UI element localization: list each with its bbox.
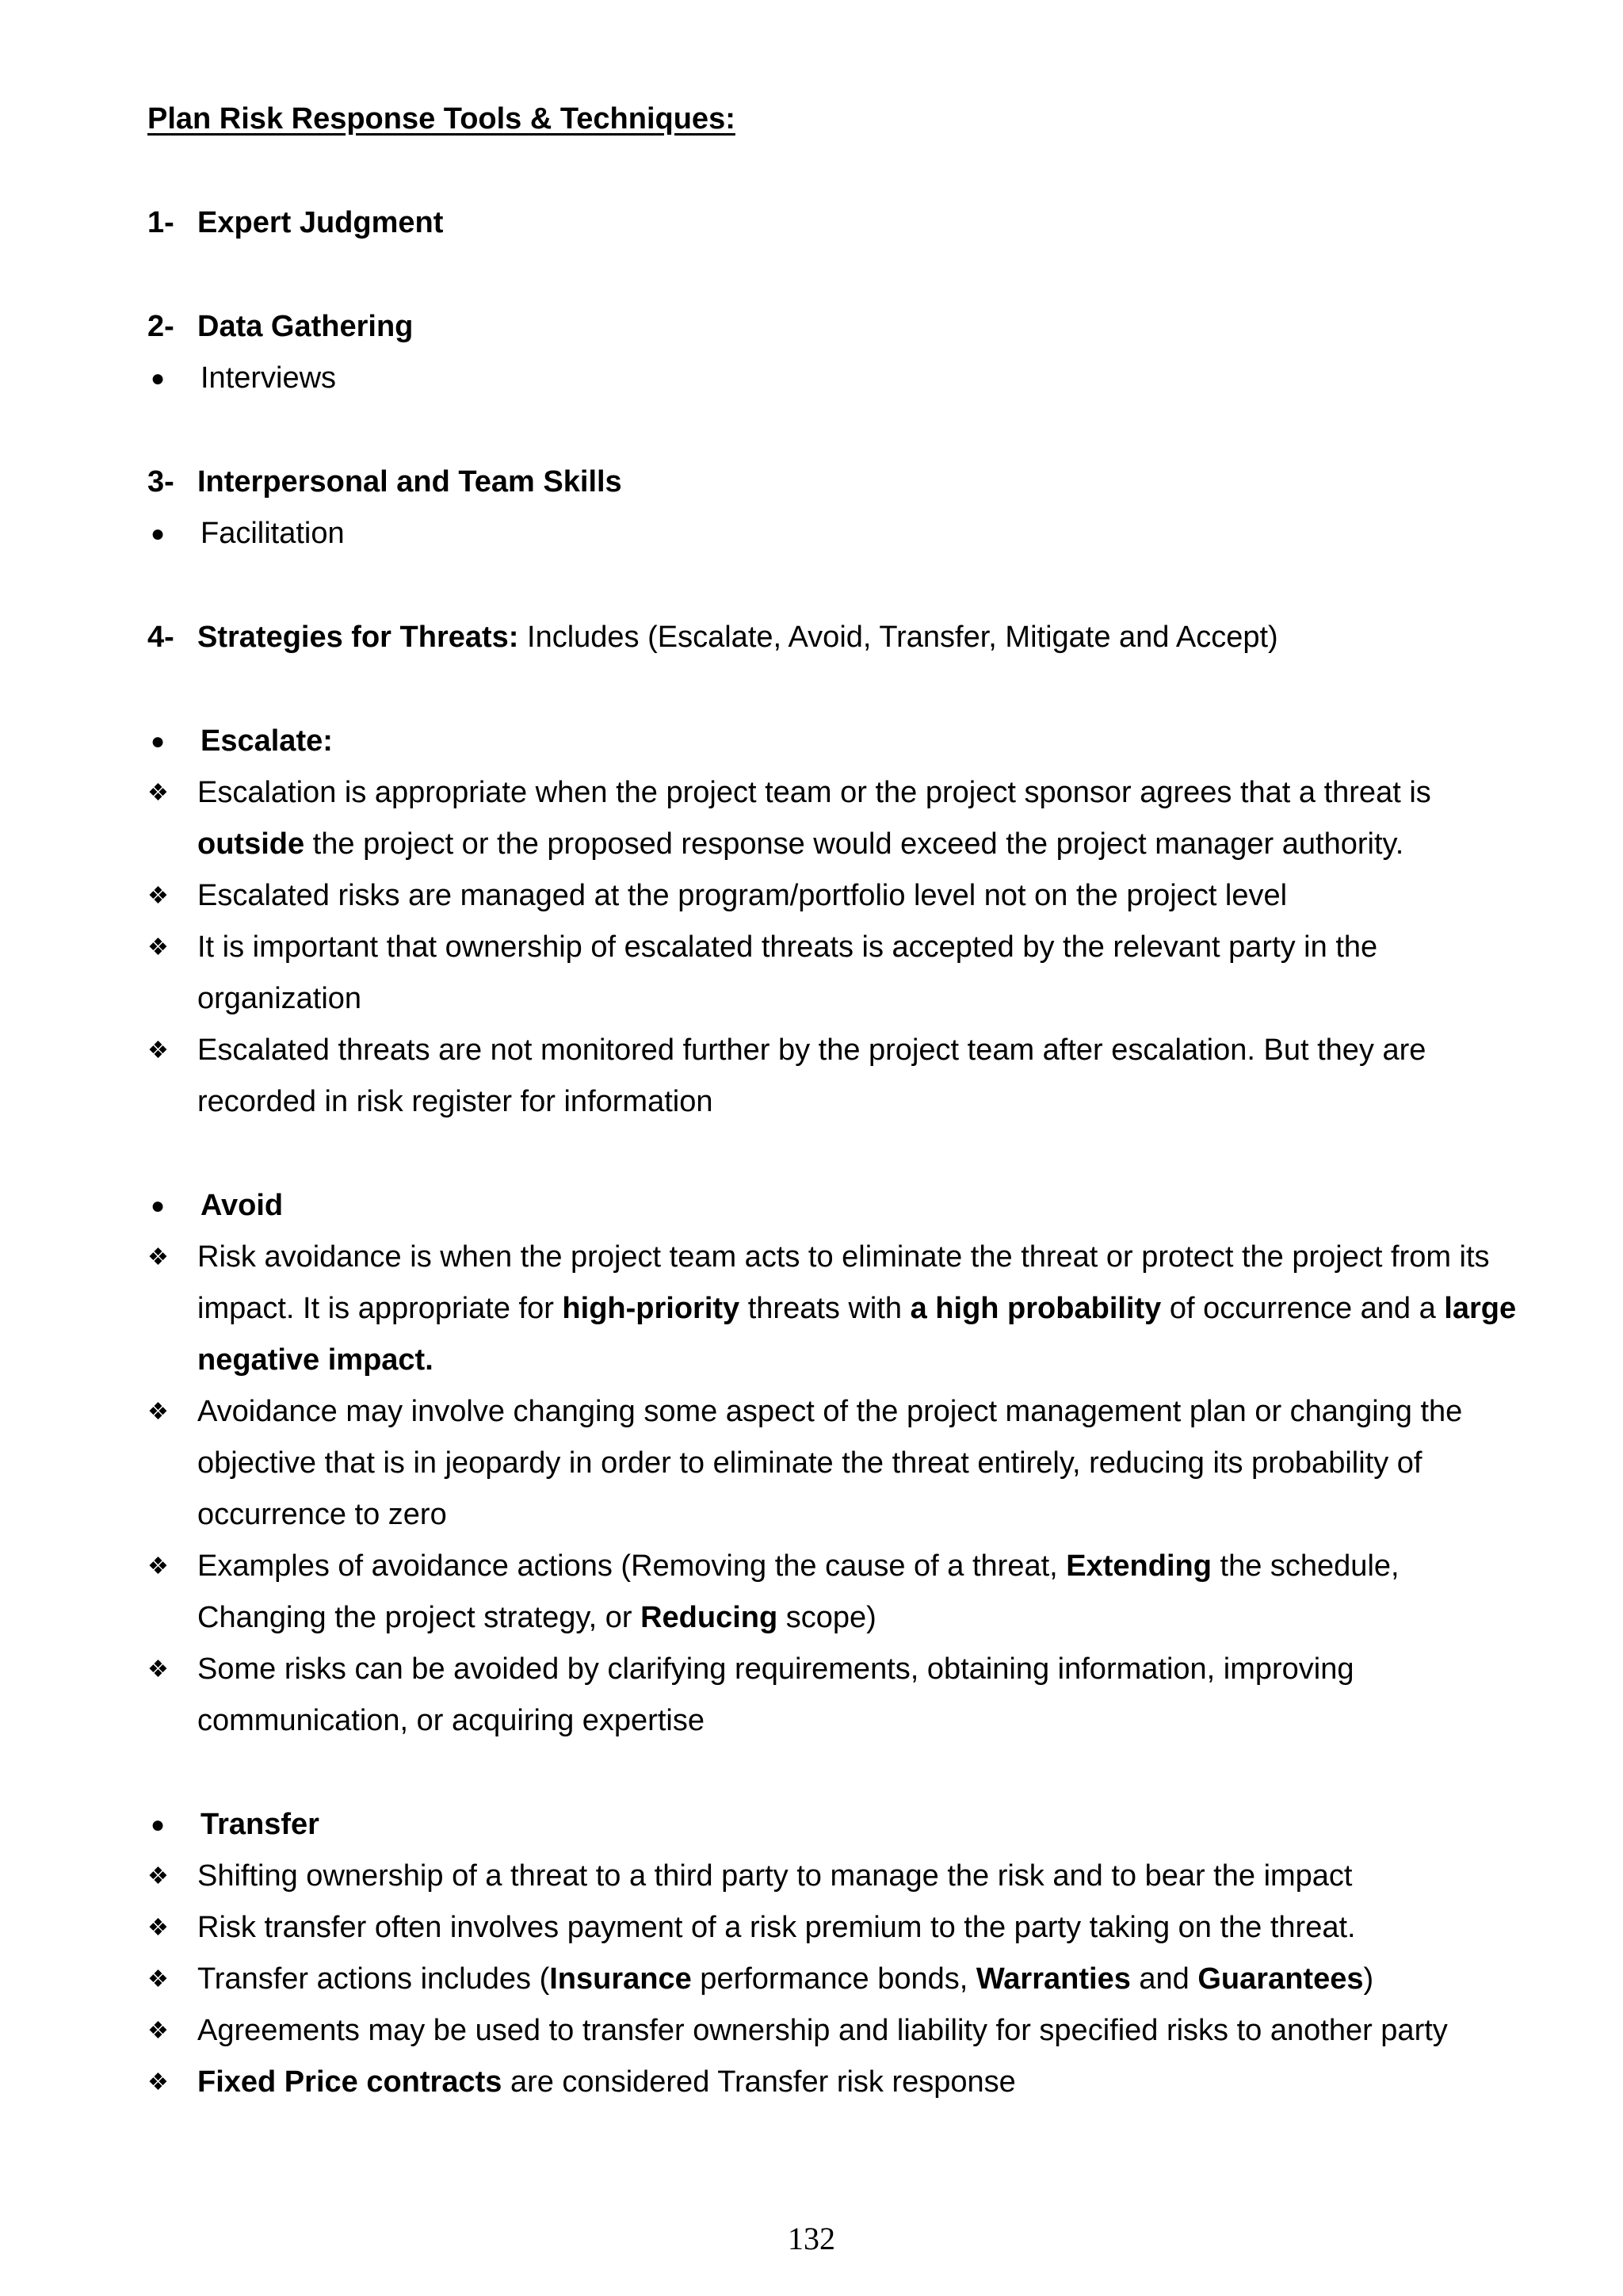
emphasis: outside (197, 827, 305, 861)
bullet-icon: ● (151, 1812, 166, 1838)
list-item (147, 922, 1526, 1025)
list-item-text: Escalated threats are not monitored further by the project team after escalation. But they are recorded in risk register for information (197, 1033, 1426, 1118)
diamond-bullet-icon: ❖ (147, 934, 169, 961)
strategy-heading: Avoid (200, 1189, 284, 1222)
diamond-bullet-icon: ❖ (147, 1037, 169, 1064)
diamond-bullet-icon: ❖ (147, 1966, 169, 1992)
list-item-text: It is important that ownership of escalated threats is accepted by the relevant party in the organization (197, 930, 1378, 1015)
list-item (147, 1851, 1526, 1902)
section-heading: Interpersonal and Team Skills (197, 465, 622, 499)
text-run: and (1130, 1962, 1198, 1996)
diamond-bullet-icon: ❖ (147, 2069, 169, 2095)
strategy-heading: Transfer (200, 1808, 319, 1841)
list-item (147, 1541, 1526, 1644)
section-data-gathering (147, 301, 1526, 353)
diamond-bullet-icon: ❖ (147, 2018, 169, 2044)
list-item (147, 1232, 1526, 1386)
list-item (147, 508, 1526, 560)
emphasis: Guarantees (1197, 1962, 1364, 1996)
strategy-heading-avoid (147, 1180, 1526, 1232)
strategy-heading: Escalate: (200, 724, 333, 758)
list-item-text: Agreements may be used to transfer ownership and liability for specified risks to another party (197, 2014, 1448, 2047)
text-run: Examples of avoidance actions (Removing the cause of a threat, (197, 1549, 1067, 1583)
page-number: 132 (788, 2221, 835, 2256)
list-item-text: Some risks can be avoided by clarifying requirements, obtaining information, improving communication, or acquiring expertise (197, 1652, 1354, 1737)
diamond-bullet-icon: ❖ (147, 1244, 169, 1270)
list-item-text: Escalated risks are managed at the program/portfolio level not on the project level (197, 879, 1288, 912)
emphasis: Fixed Price contracts (197, 2065, 502, 2099)
text-run: are considered Transfer risk response (502, 2065, 1016, 2099)
strategy-heading-escalate (147, 716, 1526, 767)
diamond-bullet-icon: ❖ (147, 1656, 169, 1683)
diamond-bullet-icon: ❖ (147, 1553, 169, 1580)
diamond-bullet-icon: ❖ (147, 1399, 169, 1425)
list-item (147, 767, 1526, 870)
list-item (147, 1025, 1526, 1128)
bullet-icon: ● (151, 728, 166, 755)
emphasis: large negative impact. (197, 1292, 1517, 1377)
list-item (147, 1386, 1526, 1541)
list-item-text: Avoidance may involve changing some aspect of the project management plan or changing the objective that is in jeopardy in order to eliminate the threat entirely, reducing its probability of occurrence to zero (197, 1395, 1463, 1531)
emphasis: Reducing (640, 1601, 778, 1634)
text-run: threats with (739, 1292, 911, 1325)
section-number: 3- (147, 465, 174, 499)
bullet-icon: ● (151, 521, 166, 547)
emphasis: Insurance (549, 1962, 692, 1996)
section-number: 2- (147, 310, 174, 343)
emphasis: Extending (1066, 1549, 1212, 1583)
section-interpersonal-skills (147, 457, 1526, 508)
section-expert-judgment (147, 197, 1526, 249)
list-item-text: Shifting ownership of a threat to a third party to manage the risk and to bear the impact (197, 1859, 1353, 1893)
diamond-bullet-icon: ❖ (147, 780, 169, 806)
list-item (147, 353, 1526, 404)
text-run: of occurrence and a (1161, 1292, 1445, 1325)
list-item (147, 1902, 1526, 1954)
text-run: Transfer actions includes ( (197, 1962, 550, 1996)
diamond-bullet-icon: ❖ (147, 883, 169, 909)
bullet-icon: ● (151, 1193, 166, 1219)
diamond-bullet-icon: ❖ (147, 1863, 169, 1889)
text-run: Escalation is appropriate when the project team or the project sponsor agrees that a threat is (197, 776, 1431, 809)
list-item (147, 2005, 1526, 2057)
text-run: Risk avoidance is when the project team acts to eliminate the threat or protect the project from its impact. It is appropriate for (197, 1240, 1490, 1325)
section-strategies-for-threats (147, 612, 1526, 663)
section-heading: Data Gathering (197, 310, 414, 343)
page-title: Plan Risk Response Tools & Techniques: (147, 102, 735, 136)
text-run: performance bonds, (691, 1962, 976, 1996)
emphasis: a high probability (910, 1292, 1162, 1325)
list-item-text: Risk transfer often involves payment of a risk premium to the party taking on the threat. (197, 1911, 1356, 1944)
section-number: 1- (147, 206, 174, 239)
section-number: 4- (147, 621, 174, 654)
section-heading: Strategies for Threats: (197, 621, 519, 654)
text-run: the schedule, Changing the project strategy, or (197, 1549, 1400, 1634)
text-run: ) (1363, 1962, 1374, 1996)
list-item (147, 870, 1526, 922)
emphasis: high-priority (562, 1292, 740, 1325)
section-heading: Expert Judgment (197, 206, 444, 239)
text-run: the project or the proposed response would exceed the project manager authority. (304, 827, 1404, 861)
list-item (147, 2057, 1526, 2108)
emphasis: Warranties (976, 1962, 1131, 1996)
list-item-text: Facilitation (200, 517, 345, 550)
diamond-bullet-icon: ❖ (147, 1915, 169, 1941)
page-content (147, 94, 1526, 2108)
list-item-text: Interviews (200, 361, 337, 395)
strategy-heading-transfer (147, 1799, 1526, 1851)
text-run: scope) (777, 1601, 876, 1634)
list-item (147, 1644, 1526, 1747)
bullet-icon: ● (151, 365, 166, 392)
list-item (147, 1954, 1526, 2005)
section-heading-detail: Includes (Escalate, Avoid, Transfer, Mitigate and Accept) (518, 621, 1278, 654)
